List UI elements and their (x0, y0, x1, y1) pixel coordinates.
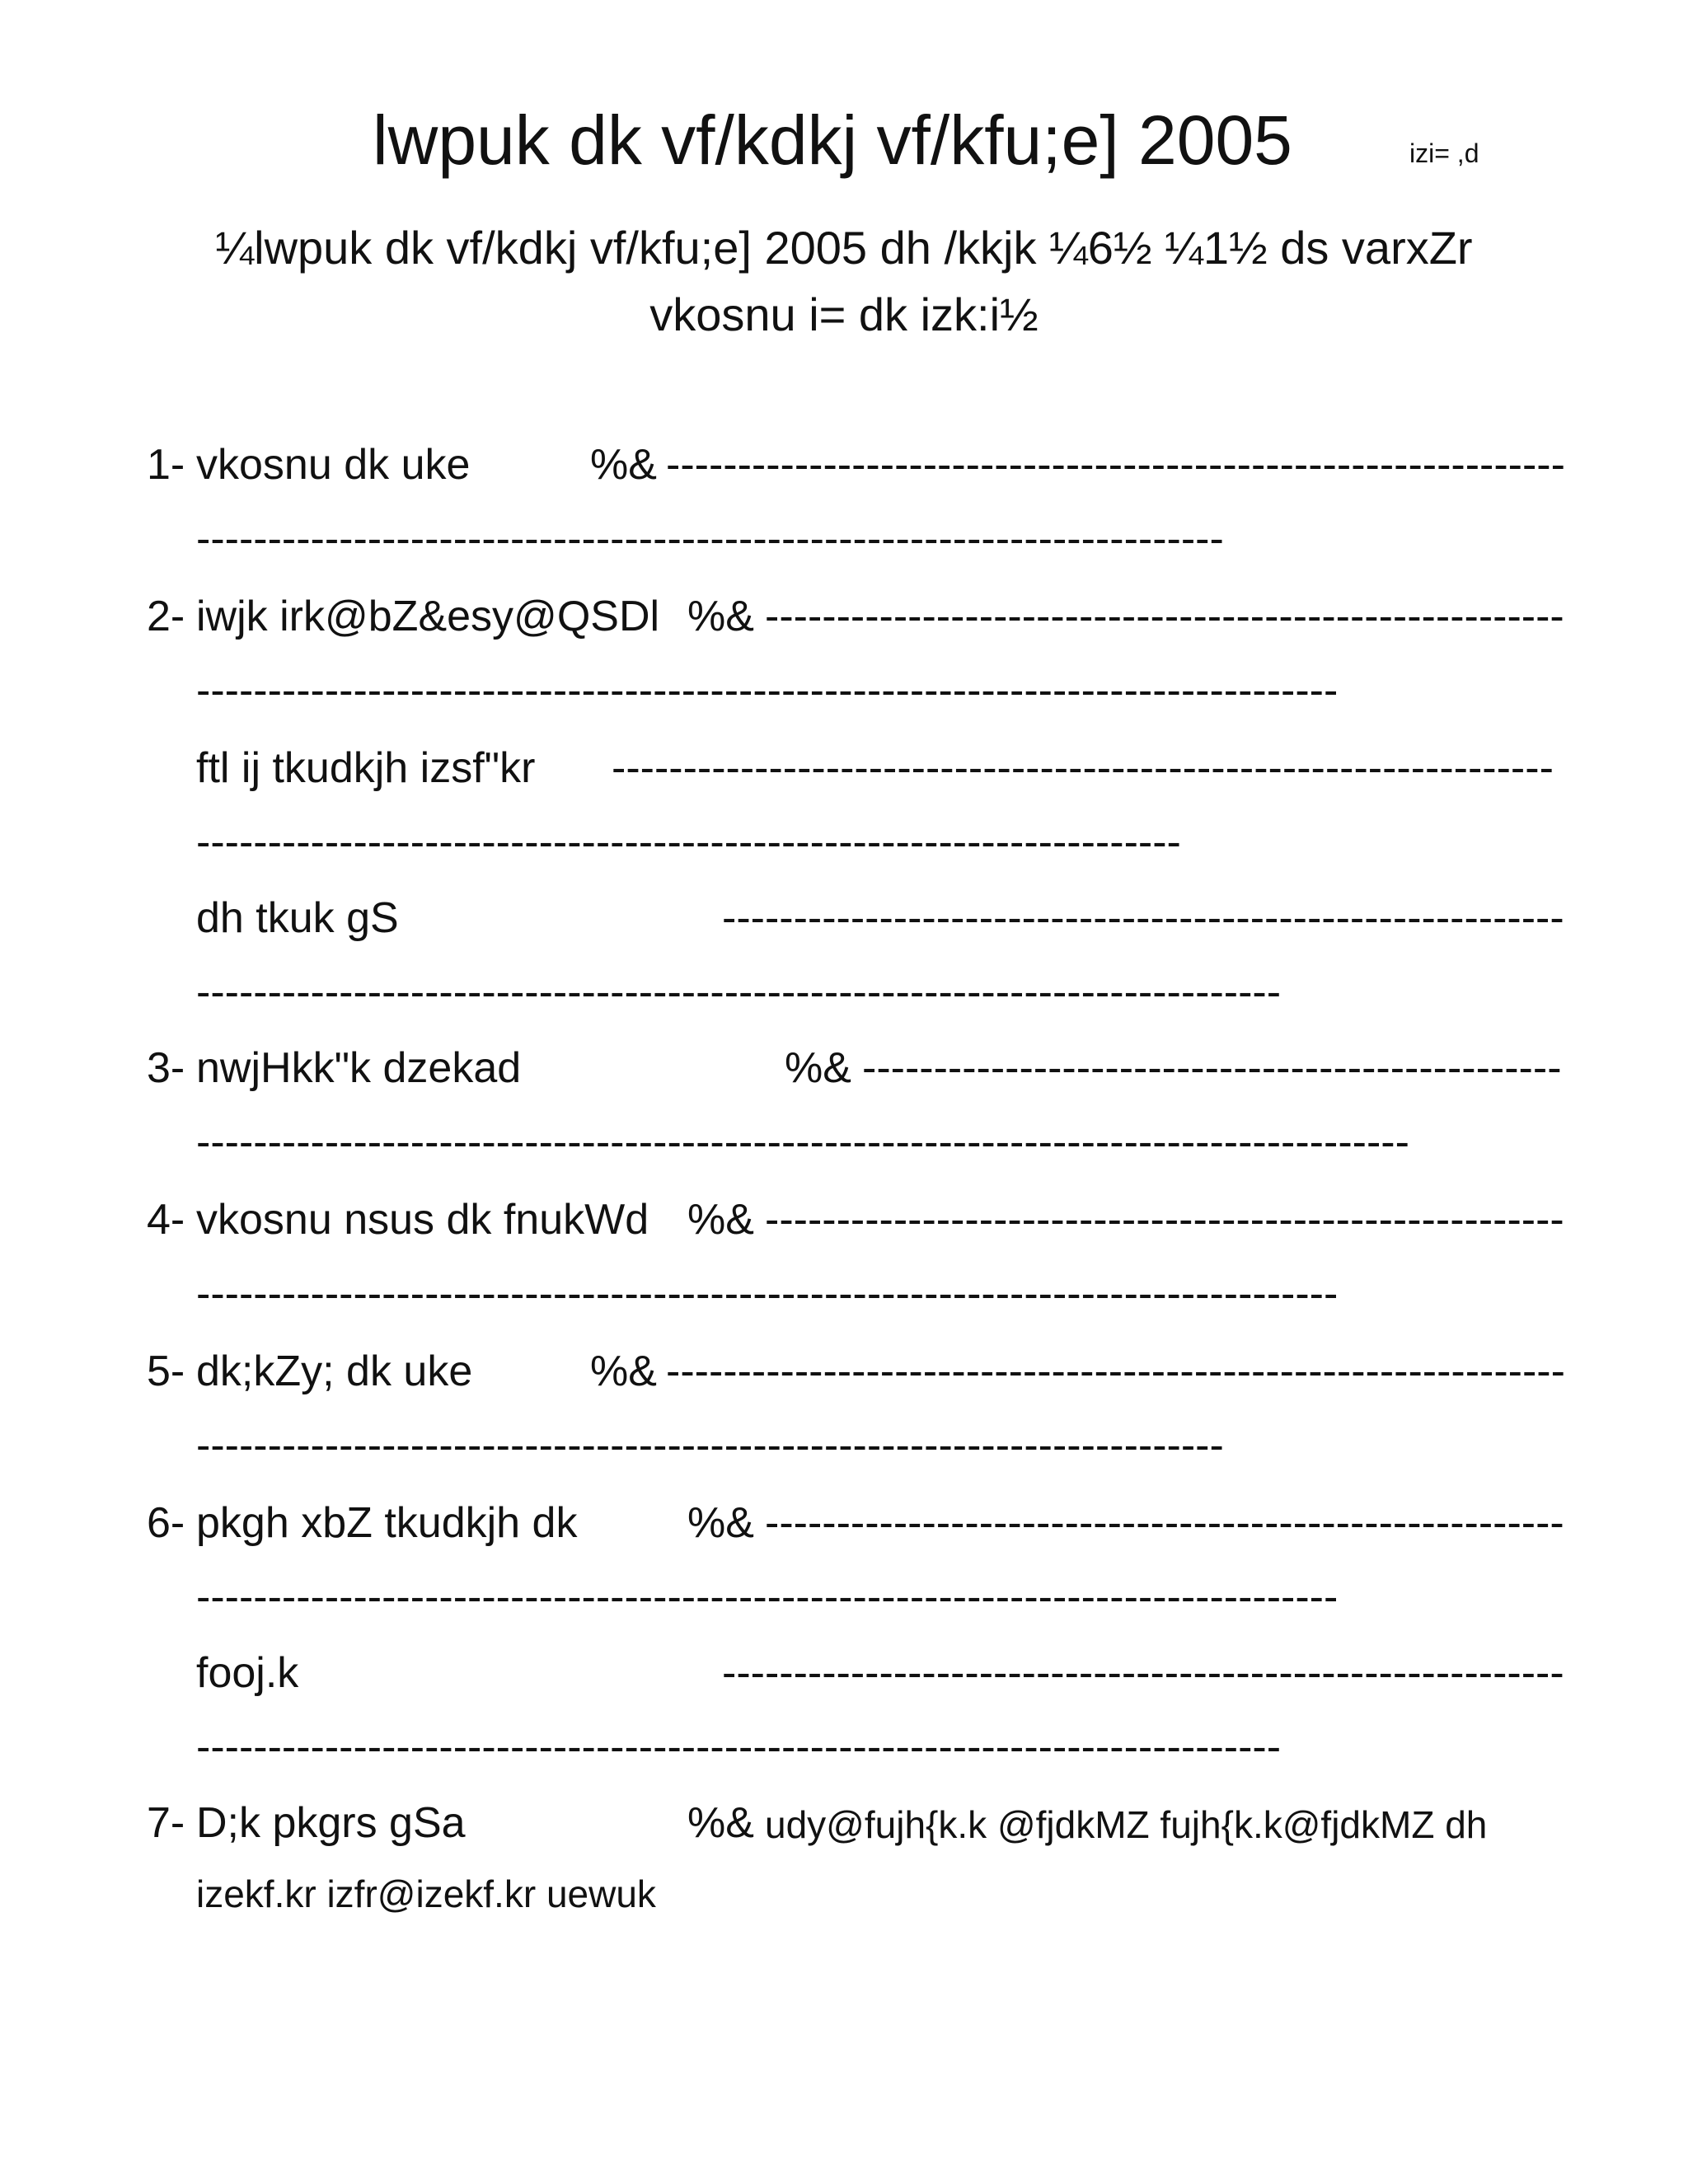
form-label: izi= ,d (1409, 138, 1479, 168)
item-4-separator: %& (687, 1196, 754, 1244)
item-2-sub-2-label: dh tkuk gS (196, 894, 399, 942)
item-4-continuation-line: -------------------------------------------------------------------------------- (196, 1270, 1339, 1318)
item-4-number: 4- (147, 1196, 185, 1244)
item-2-sub-1-continuation-line: --------------------------------------------------------------------- (196, 818, 1181, 866)
item-5-fill-line: --------------------------------------------------------------- (666, 1347, 1565, 1395)
document-title: lwpuk dk vf/kdkj vf/kfu;e] 2005 (373, 101, 1292, 179)
item-2-sub-2-fill-line: ----------------------------------------------------------- (722, 894, 1564, 942)
item-2-sub-1-fill-line: ------------------------------------------------------------------ (612, 744, 1554, 792)
item-6-label: pkgh xbZ tkudkjh dk (196, 1499, 578, 1547)
item-3-fill-line: ------------------------------------------------- (862, 1044, 1562, 1092)
item-2-continuation-line: -------------------------------------------------------------------------------- (196, 667, 1339, 715)
subtitle-line-1: ¼lwpuk dk vf/kdkj vf/kfu;e] 2005 dh /kkjk ¼6½ ¼1½ ds varxZr (215, 222, 1473, 274)
item-3-number: 3- (147, 1044, 185, 1092)
item-7-separator: %& (687, 1799, 754, 1847)
item-7-label: D;k pkgrs gSa (196, 1799, 466, 1847)
item-2-label: iwjk irk@bZ&esy@QSDl (196, 593, 660, 640)
item-6-continuation-line: -------------------------------------------------------------------------------- (196, 1573, 1339, 1621)
item-1-continuation-line: ------------------------------------------------------------------------ (196, 515, 1224, 563)
item-6-sub-1-fill-line: ----------------------------------------------------------- (722, 1649, 1564, 1697)
item-3-separator: %& (785, 1044, 851, 1092)
item-3-label: nwjHkk"k dzekad (196, 1044, 522, 1092)
item-6-separator: %& (687, 1499, 754, 1547)
item-5-separator: %& (590, 1347, 657, 1395)
item-2-fill-line: -------------------------------------------------------- (765, 593, 1564, 640)
item-5-label: dk;kZy; dk uke (196, 1347, 473, 1395)
item-2-number: 2- (147, 593, 185, 640)
item-7-number: 7- (147, 1799, 185, 1847)
item-1-separator: %& (590, 441, 657, 489)
item-1-fill-line: --------------------------------------------------------------- (666, 441, 1565, 489)
item-5-number: 5- (147, 1347, 185, 1395)
item-6-fill-line: -------------------------------------------------------- (765, 1499, 1564, 1547)
item-7-options-line-1: udy@fujh{k.k @fjdkMZ fujh{k.k@fjdkMZ dh (765, 1803, 1488, 1846)
item-2-separator: %& (687, 593, 754, 640)
item-2-sub-1-label: ftl ij tkudkjh izsf"kr (196, 744, 536, 792)
item-2-sub-2-continuation-line: ---------------------------------------------------------------------------- (196, 968, 1282, 1016)
item-7-options-line-2: izekf.kr izfr@izekf.kr uewuk (196, 1872, 656, 1915)
item-3-continuation-line: ------------------------------------------------------------------------------------- (196, 1118, 1409, 1166)
item-1-number: 1- (147, 441, 185, 489)
item-6-number: 6- (147, 1499, 185, 1547)
item-5-continuation-line: ------------------------------------------------------------------------ (196, 1422, 1224, 1469)
subtitle-line-2: vkosnu i= dk izk:i½ (649, 288, 1039, 340)
item-6-sub-1-continuation-line: ---------------------------------------------------------------------------- (196, 1723, 1282, 1771)
item-4-fill-line: -------------------------------------------------------- (765, 1196, 1564, 1244)
item-6-sub-1-label: fooj.k (196, 1649, 299, 1697)
item-1-label: vkosnu dk uke (196, 441, 471, 489)
item-4-label: vkosnu nsus dk fnukWd (196, 1196, 649, 1244)
